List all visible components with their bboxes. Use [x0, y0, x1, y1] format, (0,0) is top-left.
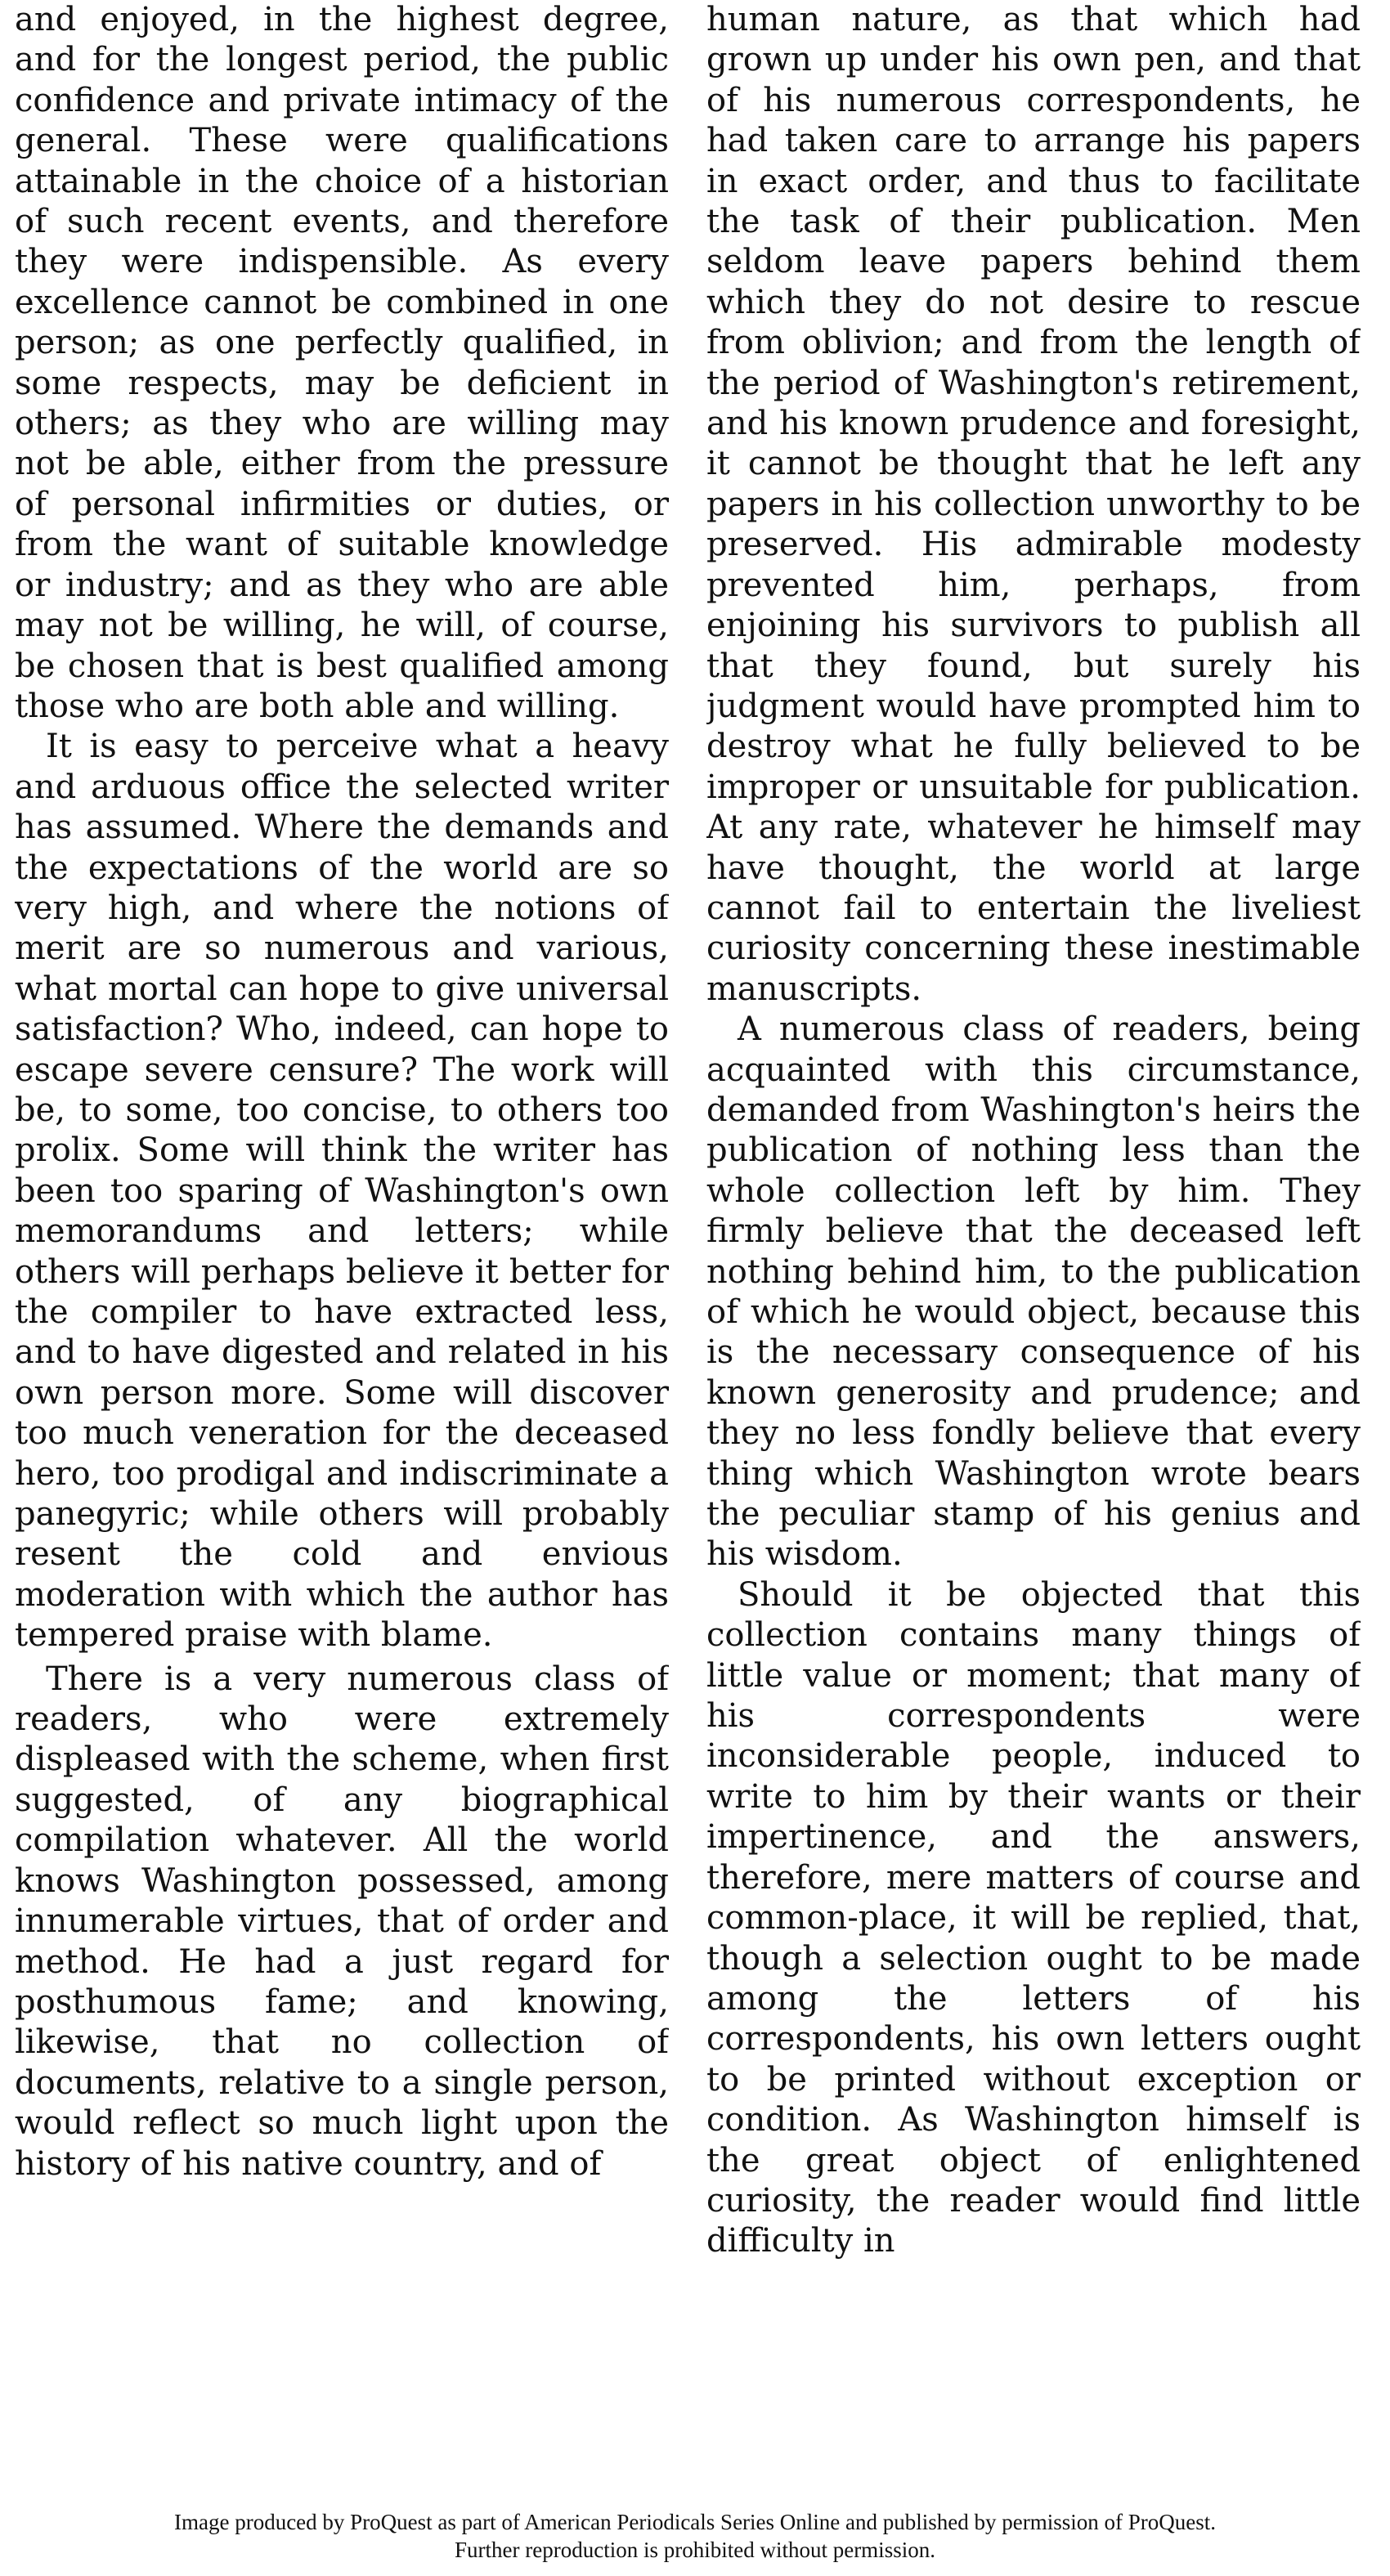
text-columns [15, 0, 1375, 2502]
paragraph: and enjoyed, in the highest degree, and for the longest period, the public confidence and private intimacy of the general. These were qualifications attainable in the choice of a historian of such recent events, and therefore they were indispensible. As every excellence cannot be combined in one person; as one perfectly qualified, in some respects, may be deficient in others; as they who are willing may not be able, either from the pressure of personal infirmities or duties, or from the want of suitable knowledge or industry; and as they who are able may not be willing, he will, of course, be chosen that is best qualified among those who are both able and willing. [15, 1, 669, 725]
footer-line: Further reproduction is prohibited without permission. [455, 2538, 935, 2562]
footer-line: Image produced by ProQuest as part of American Periodicals Series Online and published by permission of ProQuest. [174, 2510, 1216, 2534]
right-column [706, 0, 1361, 2502]
paragraph: Should it be objected that this collection contains many things of little value or moment; that many of his correspondents were inconsiderable people, induced to write to him by their wants or their impertinence, and the answers, therefore, mere matters of course and common-place, it will be replied, that, though a selection ought to be made among the letters of his correspondents, his own letters ought to be printed without exception or condition. As Washington himself is the great object of enlightened curiosity, the reader would find little difficulty in [706, 1575, 1361, 2260]
paragraph: There is a very numerous class of readers, who were extremely displeased with the scheme, when first suggested, of any biographical compilation whatever. All the world knows Washington possessed, among innumerable virtues, that of order and method. He had a just regard for posthumous fame; and knowing, likewise, that no collection of documents, relative to a single person, would reflect so much light upon the history of his native country, and of [15, 1660, 669, 2183]
paragraph: It is easy to perceive what a heavy and arduous office the selected writer has assumed. Where the demands and the expectations of the world are so very high, and where the notions of merit are so numerous and various, what mortal can hope to give universal satisfaction? Who, indeed, can hope to escape severe censure? The work will be, to some, too concise, to others too prolix. Some will think the writer has been too sparing of Washington's own memorandums and letters; while others will perhaps believe it better for the compiler to have extracted less, and to have digested and related in his own person more. Some will discover too much veneration for the deceased hero, too prodigal and indiscriminate a panegyric; while others will probably resent the cold and envious moderation with which the author has tempered praise with blame. [15, 728, 669, 1655]
left-column [15, 0, 669, 2502]
copyright-footer [0, 2508, 1390, 2564]
paragraph: A numerous class of readers, being acquainted with this circumstance, demanded from Washington's heirs the publication of nothing less than the whole collection left by him. They firmly believe that the deceased left nothing behind him, to the publication of which he would object, because this is the necessary consequence of his known generosity and prudence; and they no less fondly believe that every thing which Washington wrote bears the peculiar stamp of his genius and his wisdom. [706, 1010, 1361, 1574]
paragraph: human nature, as that which had grown up under his own pen, and that of his numerous correspondents, he had taken care to arrange his papers in exact order, and thus to facilitate the task of their publication. Men seldom leave papers behind them which they do not desire to rescue from oblivion; and from the length of the period of Washington's retirement, and his known prudence and foresight, it cannot be thought that he left any papers in his collection unworthy to be preserved. His admirable modesty prevented him, perhaps, from enjoining his survivors to publish all that they found, but surely his judgment would have prompted him to destroy what he fully believed to be improper or unsuitable for publication. At any rate, whatever he himself may have thought, the world at large cannot fail to entertain the liveliest curiosity concerning these inestimable manuscripts. [706, 1, 1361, 1008]
